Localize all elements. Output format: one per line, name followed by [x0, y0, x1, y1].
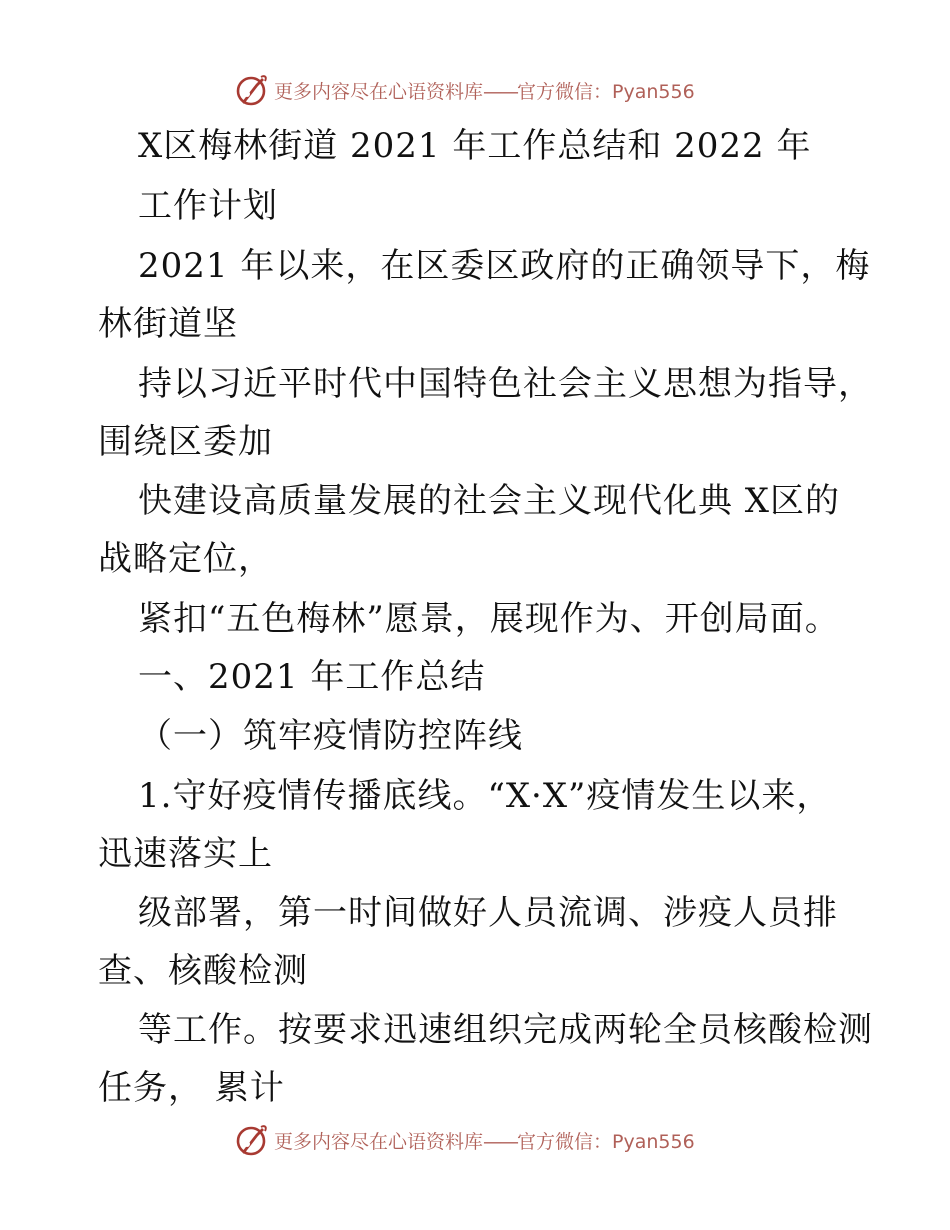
doc-paragraph-line: 战略定位，: [98, 539, 273, 579]
banner-text: 更多内容尽在心语资料库——官方微信：Pyan556: [274, 80, 695, 103]
pen-nib-logo-icon: [234, 72, 270, 108]
footer-banner: [234, 1120, 695, 1160]
doc-paragraph-line: 级部署，第一时间做好人员流调、涉疫人员排: [138, 893, 838, 933]
doc-paragraph-line: 2021 年以来，在区委区政府的正确领导下，梅: [138, 246, 871, 286]
doc-paragraph-line: 林街道坚: [98, 304, 238, 344]
doc-paragraph-line: 紧扣“五色梅林”愿景，展现作为、开创局面。: [138, 599, 840, 639]
doc-paragraph-line: 等工作。按要求迅速组织完成两轮全员核酸检测: [138, 1010, 873, 1050]
doc-title-line-1: X区梅林街道 2021 年工作总结和 2022 年: [138, 126, 812, 166]
doc-title-line-2: 工作计划: [138, 186, 278, 226]
header-banner: [234, 70, 695, 110]
doc-paragraph-line: 围绕区委加: [98, 422, 273, 462]
doc-paragraph-line: 查、核酸检测: [98, 951, 308, 991]
doc-paragraph-line: 任务， 累计: [98, 1068, 285, 1108]
doc-paragraph-line: 迅速落实上: [98, 834, 273, 874]
doc-paragraph-line: 1.守好疫情传播底线。“X·X”疫情发生以来，: [138, 776, 832, 816]
doc-paragraph-line: 快建设高质量发展的社会主义现代化典 X区的: [138, 481, 841, 521]
doc-paragraph-line: 持以习近平时代中国特色社会主义思想为指导，: [138, 364, 873, 404]
doc-section-heading: 一、2021 年工作总结: [138, 657, 486, 697]
pen-nib-logo-icon: [234, 1122, 270, 1158]
doc-subsection-heading: （一）筑牢疫情防控阵线: [138, 716, 523, 756]
banner-text: 更多内容尽在心语资料库——官方微信：Pyan556: [274, 1130, 695, 1153]
